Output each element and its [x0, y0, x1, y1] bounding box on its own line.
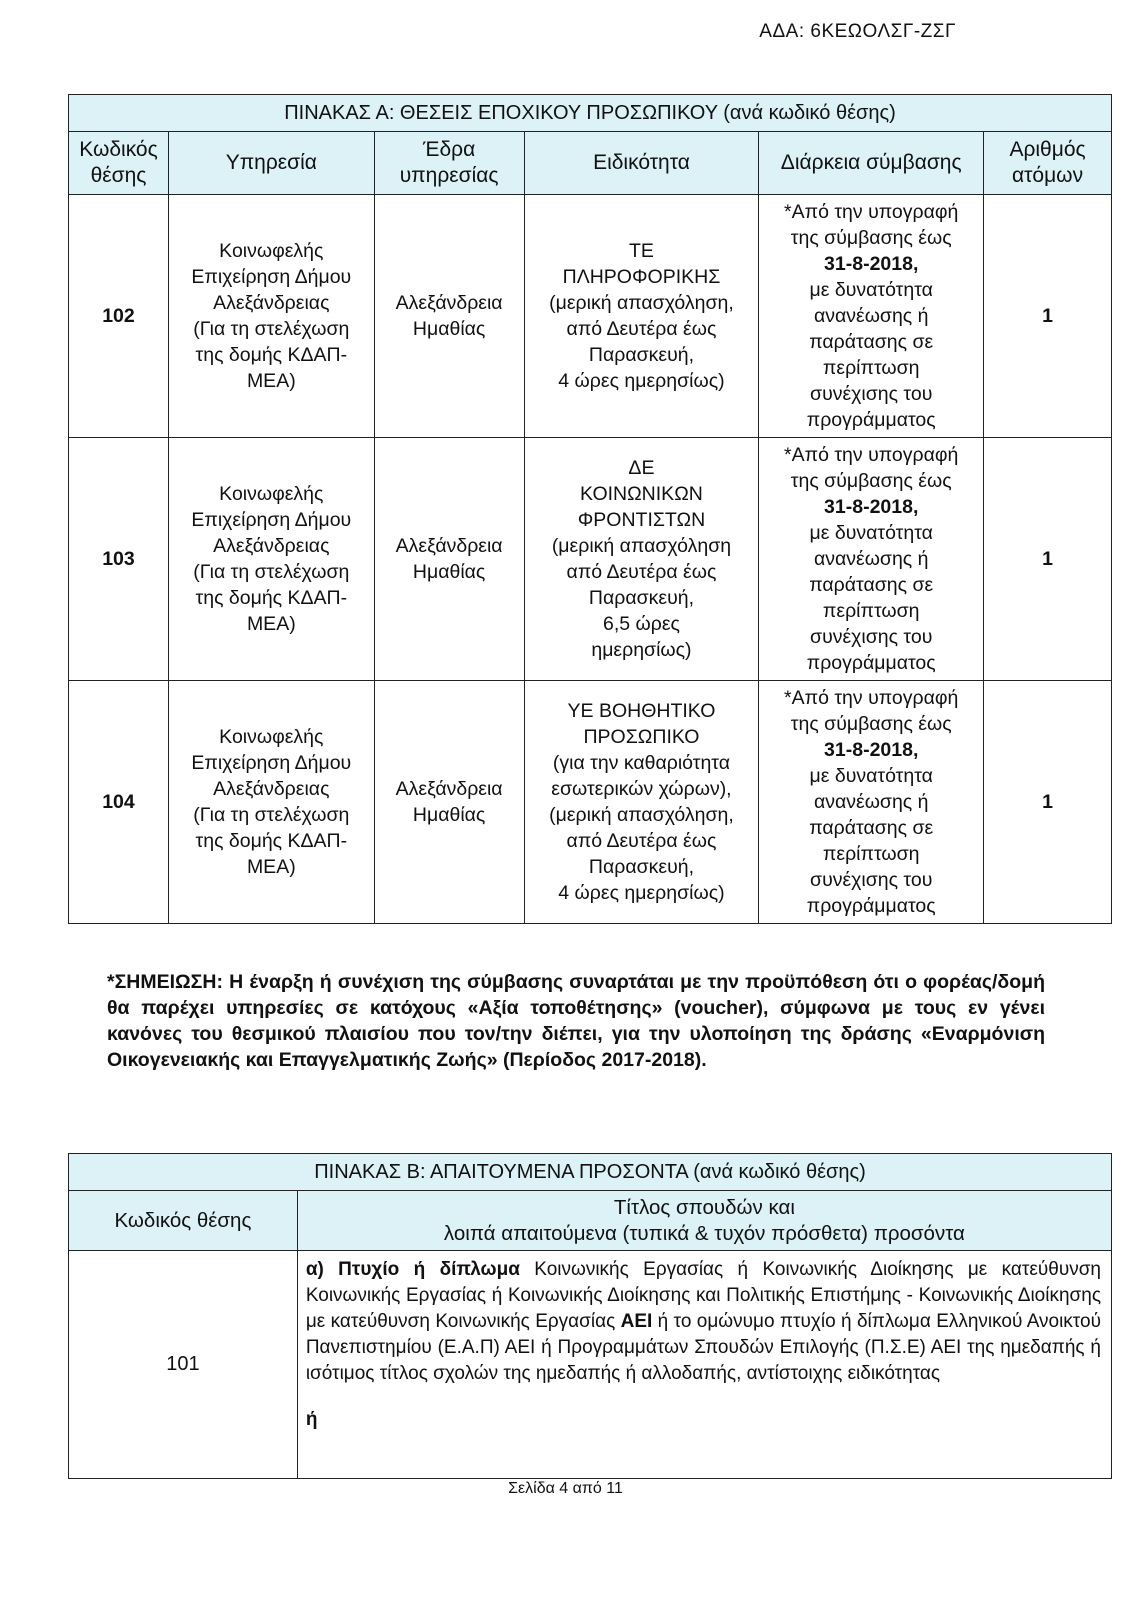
table-row [69, 195, 1112, 438]
header-seat: Έδρα υπηρεσίας [374, 132, 524, 195]
cell-specialty: ΥΕ ΒΟΗΘΗΤΙΚΟ ΠΡΟΣΩΠΙΚΟ (για την καθαριότητα εσωτερικών χώρων), (μερική απασχόληση, από Δευτέρα έως Παρασκευή, 4 ώρες ημερησίως) [524, 681, 759, 924]
header-code-b: Κωδικός θέσης [69, 1191, 298, 1251]
or-text: ή [305, 1409, 318, 1430]
table-a-title: ΠΙΝΑΚΑΣ Α: ΘΕΣΕΙΣ ΕΠΟΧΙΚΟΥ ΠΡΟΣΩΠΙΚΟΥ (ανά κωδικό θέσης) [69, 95, 1112, 132]
table-row [69, 681, 1112, 924]
cell-duration: *Από την υπογραφή της σύμβασης έως 31-8-2018, με δυνατότητα ανανέωσης ή παράτασης σε περίπτωση συνέχισης του προγράμματος [759, 681, 984, 924]
table-b-title: ΠΙΝΑΚΑΣ Β: ΑΠΑΙΤΟΥΜΕΝΑ ΠΡΟΣΟΝΤΑ (ανά κωδικό θέσης) [69, 1154, 1112, 1191]
header-qualifications: Τίτλος σπουδών και λοιπά απαιτούμενα (τυπικά & τυχόν πρόσθετα) προσόντα [297, 1191, 1111, 1251]
cell-service: Κοινωφελής Επιχείρηση Δήμου Αλεξάνδρειας (Για τη στελέχωση της δομής ΚΔΑΠ- ΜΕΑ) [168, 438, 374, 681]
cell-seat: Αλεξάνδρεια Ημαθίας [374, 681, 524, 924]
cell-persons: 1 [984, 438, 1112, 681]
table-b [68, 1153, 1112, 1479]
cell-persons: 1 [984, 195, 1112, 438]
page-footer: Σελίδα 4 από 11 [508, 1480, 623, 1497]
header-specialty: Ειδικότητα [524, 132, 759, 195]
note-text: *ΣΗΜΕΙΩΣΗ: Η έναρξη ή συνέχιση της σύμβασης συναρτάται με την προϋπόθεση ότι ο φορέας/δομή θα παρέχει υπηρεσίες σε κατόχους «Αξία τοποθέτησης» (voucher), σύμφωνα με τους εν γένει κανόνες του θεσμικού πλαισίου που τον/την διέπει, για την υλοποίηση της δράσης «Εναρμόνιση Οικογενειακής και Επαγγελματικής Ζωής» (Περίοδος 2017-2018). [107, 971, 1045, 1071]
cell-duration: *Από την υπογραφή της σύμβασης έως 31-8-2018, με δυνατότητα ανανέωσης ή παράτασης σε περίπτωση συνέχισης του προγράμματος [759, 438, 984, 681]
qualifications-text: α) Πτυχίο ή δίπλωμα Κοινωνικής Εργασίας ή Κοινωνικής Διοίκησης με κατεύθυνση Κοινωνικής Εργασίας ή Κοινωνικής Διοίκησης και Πολιτικής Επιστήμης - Κοινωνικής Διοίκησης με κατεύθυνση Κοινωνικής Εργασίας ΑΕΙ ή το ομώνυμο πτυχίο ή δίπλωμα Ελληνικού Ανοικτού Πανεπιστημίου (Ε.Α.Π) ΑΕΙ ή Προγραμμάτων Σπουδών Επιλογής (Π.Σ.Ε) ΑΕΙ της ημεδαπής ή ισότιμος τίτλος σχολών της ημεδαπής ή αλλοδαπής, αντίστοιχης ειδικότητας ή [297, 1251, 1111, 1479]
cell-duration: *Από την υπογραφή της σύμβασης έως 31-8-2018, με δυνατότητα ανανέωσης ή παράτασης σε περίπτωση συνέχισης του προγράμματος [759, 195, 984, 438]
cell-service: Κοινωφελής Επιχείρηση Δήμου Αλεξάνδρειας (Για τη στελέχωση της δομής ΚΔΑΠ- ΜΕΑ) [168, 195, 374, 438]
cell-specialty: ΤΕ ΠΛΗΡΟΦΟΡΙΚΗΣ (μερική απασχόληση, από Δευτέρα έως Παρασκευή, 4 ώρες ημερησίως) [524, 195, 759, 438]
header-code: Κωδικός θέσης [69, 132, 169, 195]
code-101: 101 [69, 1251, 298, 1479]
header-persons: Αριθμός ατόμων [984, 132, 1112, 195]
cell-service: Κοινωφελής Επιχείρηση Δήμου Αλεξάνδρειας (Για τη στελέχωση της δομής ΚΔΑΠ- ΜΕΑ) [168, 681, 374, 924]
cell-persons: 1 [984, 681, 1112, 924]
cell-code: 104 [69, 681, 169, 924]
ada-code: ΑΔΑ: 6ΚΕΩΟΛΣΓ-ΖΣΓ [759, 21, 956, 42]
cell-seat: Αλεξάνδρεια Ημαθίας [374, 438, 524, 681]
header-duration: Διάρκεια σύμβασης [759, 132, 984, 195]
cell-code: 103 [69, 438, 169, 681]
table-row [69, 438, 1112, 681]
header-service: Υπηρεσία [168, 132, 374, 195]
cell-specialty: ΔΕ ΚΟΙΝΩΝΙΚΩΝ ΦΡΟΝΤΙΣΤΩΝ (μερική απασχόληση από Δευτέρα έως Παρασκευή, 6,5 ώρες ημερησίως) [524, 438, 759, 681]
table-a [68, 94, 1112, 924]
cell-code: 102 [69, 195, 169, 438]
cell-seat: Αλεξάνδρεια Ημαθίας [374, 195, 524, 438]
